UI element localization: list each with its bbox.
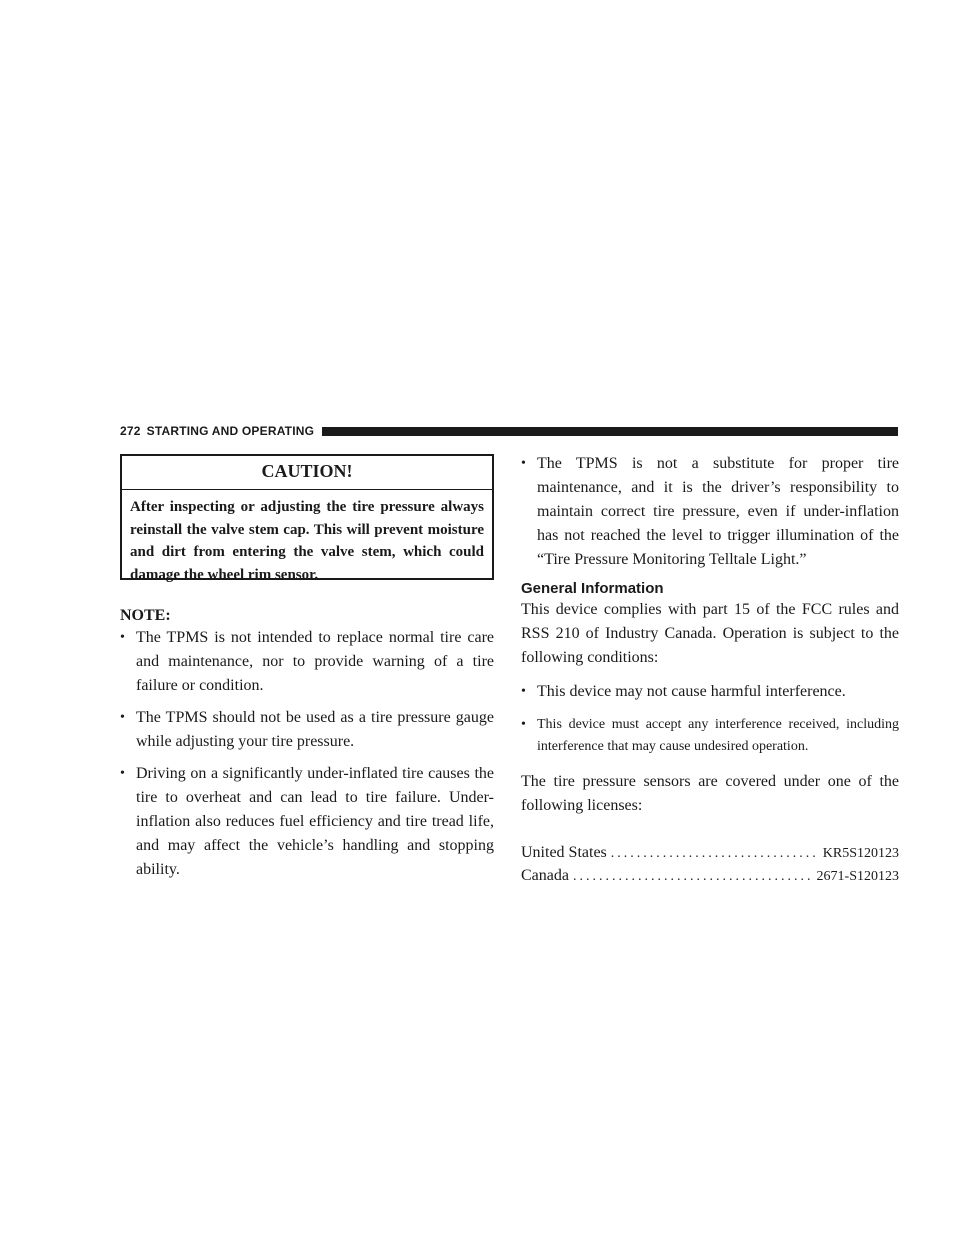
license-country: Canada <box>521 867 569 884</box>
section-title: STARTING AND OPERATING <box>146 424 315 438</box>
bullet-icon: • <box>120 630 125 645</box>
license-row-canada <box>521 865 899 888</box>
license-country: United States <box>521 844 607 861</box>
license-code: KR5S120123 <box>822 846 899 861</box>
left-column <box>120 454 494 882</box>
running-header <box>120 424 898 438</box>
general-information-paragraph: This device complies with part 15 of the FCC rules and RSS 210 of Industry Canada. Operation is subject to the following conditions: <box>521 601 899 666</box>
note-label: NOTE: <box>120 607 171 624</box>
bullet-icon: • <box>521 717 526 732</box>
bullet-icon: • <box>521 456 526 471</box>
bullet-icon: • <box>120 710 125 725</box>
dot-leader <box>611 843 819 865</box>
note-list <box>120 626 494 882</box>
list-item: • The TPMS is not a substitute for proper tire maintenance, and it is the driver’s responsibility to maintain correct tire pressure, even if under-inflation has not reached the level to trigger illumination of the “Tire Pressure Monitoring Telltale Light.” <box>521 452 899 572</box>
note-list-continued <box>521 452 899 572</box>
conditions-list <box>521 680 899 758</box>
licenses-intro: The tire pressure sensors are covered under one of the following licenses: <box>521 773 899 814</box>
header-rule <box>322 427 898 436</box>
license-row-united-states <box>521 842 899 865</box>
caution-box <box>120 454 494 583</box>
caution-text: After inspecting or adjusting the tire pressure always reinstall the valve stem cap. This will prevent moisture and dirt from entering the valve stem, which could damage the wheel rim sensor. <box>130 499 484 583</box>
list-item: • Driving on a significantly under-inflated tire causes the tire to overheat and can lead to tire failure. Under-inflation also reduces fuel efficiency and tire tread life, and may affect the vehicle’s handling and stopping ability. <box>120 762 494 882</box>
general-information-heading: General Information <box>521 580 664 597</box>
list-item: • The TPMS is not intended to replace normal tire care and maintenance, nor to provide warning of a tire failure or condition. <box>120 626 494 698</box>
caution-title: CAUTION! <box>122 456 492 490</box>
bullet-icon: • <box>521 684 526 699</box>
bullet-icon: • <box>120 766 125 781</box>
list-item: • This device must accept any interference received, including interference that may cause undesired operation. <box>521 714 899 758</box>
page-number: 272 <box>120 424 141 438</box>
license-table <box>521 842 899 888</box>
dot-leader <box>573 866 813 888</box>
right-column <box>521 452 899 888</box>
list-item: • The TPMS should not be used as a tire pressure gauge while adjusting your tire pressure. <box>120 706 494 754</box>
list-item: • This device may not cause harmful interference. <box>521 680 899 704</box>
license-code: 2671-S120123 <box>816 869 899 884</box>
